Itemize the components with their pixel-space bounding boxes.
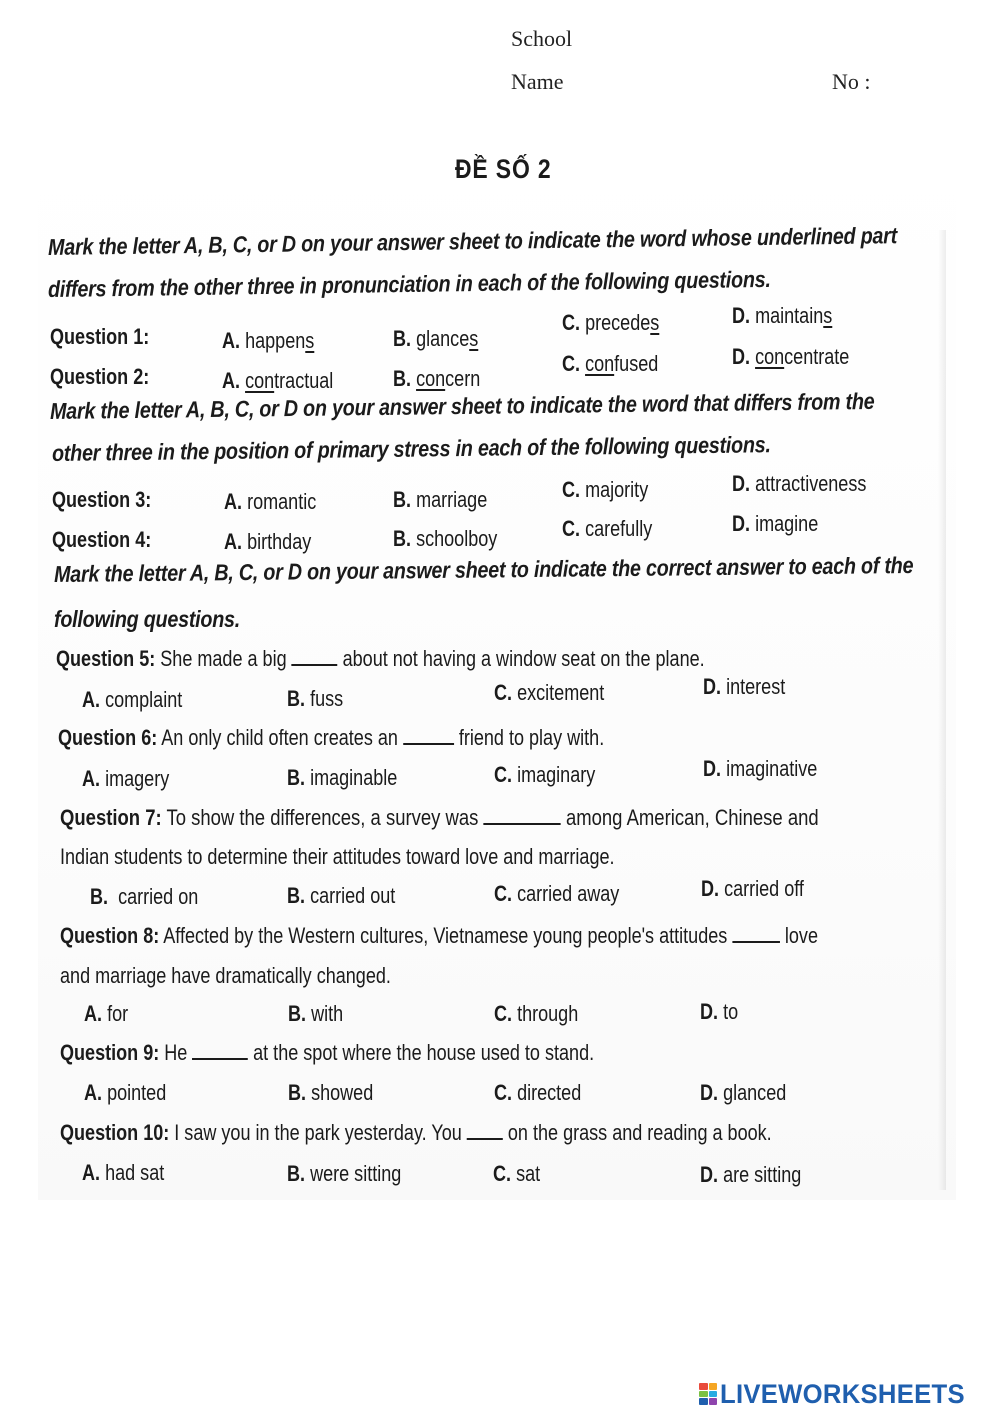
instruction-stress-line1: Mark the letter A, B, C, or D on your answer sheet to indicate the word that differs from the [49,387,875,424]
question-10-option-d: D. are sitting [700,1162,802,1187]
question-7-option-d: D. carried off [701,876,804,901]
question-1-option-b: B. glances [393,326,479,351]
question-4-option-a: A. birthday [224,529,312,554]
liveworksheets-logo[interactable] [699,1379,978,1409]
question-6-option-c: C. imaginary [494,762,596,787]
name-label: Name [511,69,564,94]
page-title: ĐỀ SỐ 2 [455,154,552,184]
question-8-option-a: A. for [84,1001,129,1026]
question-7-option-b: B. carried out [287,883,396,908]
question-5-blank [292,646,338,666]
question-8-stem: Question 8: Affected by the Western cultures, Vietnamese young people's attitudes love [60,923,818,948]
question-3-option-c: C. majority [562,477,649,502]
question-6-option-a: A. imagery [82,766,170,791]
question-6-option-b: B. imaginable [287,765,398,790]
question-3-option-b: B. marriage [393,487,488,512]
question-5-option-a: A. complaint [82,687,183,712]
instruction-correct-line1: Mark the letter A, B, C, or D on your answer sheet to indicate the correct answer to each of the [53,552,914,587]
question-9-option-c: C. directed [494,1080,582,1105]
scan-edge-shadow [938,230,946,1190]
question-7-stem-line2: Indian students to determine their attitudes toward love and marriage. [60,844,615,869]
question-5-option-c: C. excitement [494,680,605,705]
question-2-label: Question 2: [50,364,150,389]
question-7-stem: Question 7: To show the differences, a survey was among American, Chinese and [60,805,819,830]
question-9-blank [192,1040,248,1060]
question-9-option-d: D. glanced [700,1080,787,1105]
question-5-option-b: B. fuss [287,686,344,711]
question-1-option-c: C. precedes [562,310,660,335]
logo-square [699,1398,708,1405]
question-8-blank [732,923,780,943]
logo-square [709,1398,718,1405]
question-2-option-b: B. concern [393,366,481,391]
question-8-option-c: C. through [494,1001,579,1026]
question-2-option-a: A. contractual [222,368,334,393]
question-9-stem: Question 9: He at the spot where the house used to stand. [60,1040,595,1065]
instruction-pronunciation-line1: Mark the letter A, B, C, or D on your answer sheet to indicate the word whose underlined part [47,222,898,260]
instruction-correct-line2: following questions. [54,606,241,632]
question-10-blank [467,1120,503,1140]
question-9-option-a: A. pointed [84,1080,167,1105]
question-6-stem: Question 6: An only child often creates an friend to play with. [58,725,605,750]
question-3-option-d: D. attractiveness [732,471,867,496]
question-4-option-b: B. schoolboy [393,526,498,551]
school-label: School [511,26,573,51]
logo-square [709,1383,718,1390]
logo-square [699,1383,708,1390]
logo-mark-icon [699,1383,717,1405]
question-5-option-d: D. interest [703,674,786,699]
question-1-label: Question 1: [50,324,150,349]
question-10-option-a: A. had sat [82,1160,165,1185]
question-7-blank [484,805,561,825]
logo-text: LIVEWORKSHEETS [720,1378,965,1409]
logo-square [699,1391,708,1398]
question-10-option-b: B. were sitting [287,1161,402,1186]
question-4-label: Question 4: [52,527,152,552]
question-8-option-b: B. with [288,1001,344,1026]
question-4-option-d: D. imagine [732,511,819,536]
logo-square [709,1391,718,1398]
question-3-option-a: A. romantic [224,489,317,514]
question-7-option-c: C. carried away [494,881,620,906]
instruction-pronunciation-line2: differs from the other three in pronunciation in each of the following questions. [47,265,771,302]
question-4-option-c: C. carefully [562,516,653,541]
question-6-option-d: D. imaginative [703,756,818,781]
question-10-option-c: C. sat [493,1161,541,1186]
question-8-option-d: D. to [700,999,739,1024]
question-3-label: Question 3: [52,487,152,512]
question-8-stem-line2: and marriage have dramatically changed. [60,963,391,988]
question-10-stem: Question 10: I saw you in the park yesterday. You on the grass and reading a book. [60,1120,772,1145]
instruction-stress-line2: other three in the position of primary stress in each of the following questions. [51,431,771,466]
question-5-stem: Question 5: She made a big about not having a window seat on the plane. [56,646,705,671]
question-6-blank [403,725,454,745]
question-7-option-a: B. carried on [90,884,199,909]
question-1-option-a: A. happens [222,328,315,353]
number-label: No : [832,69,871,94]
question-2-option-d: D. concentrate [732,344,850,369]
question-1-option-d: D. maintains [732,303,833,328]
question-2-option-c: C. confused [562,351,659,376]
question-9-option-b: B. showed [288,1080,374,1105]
